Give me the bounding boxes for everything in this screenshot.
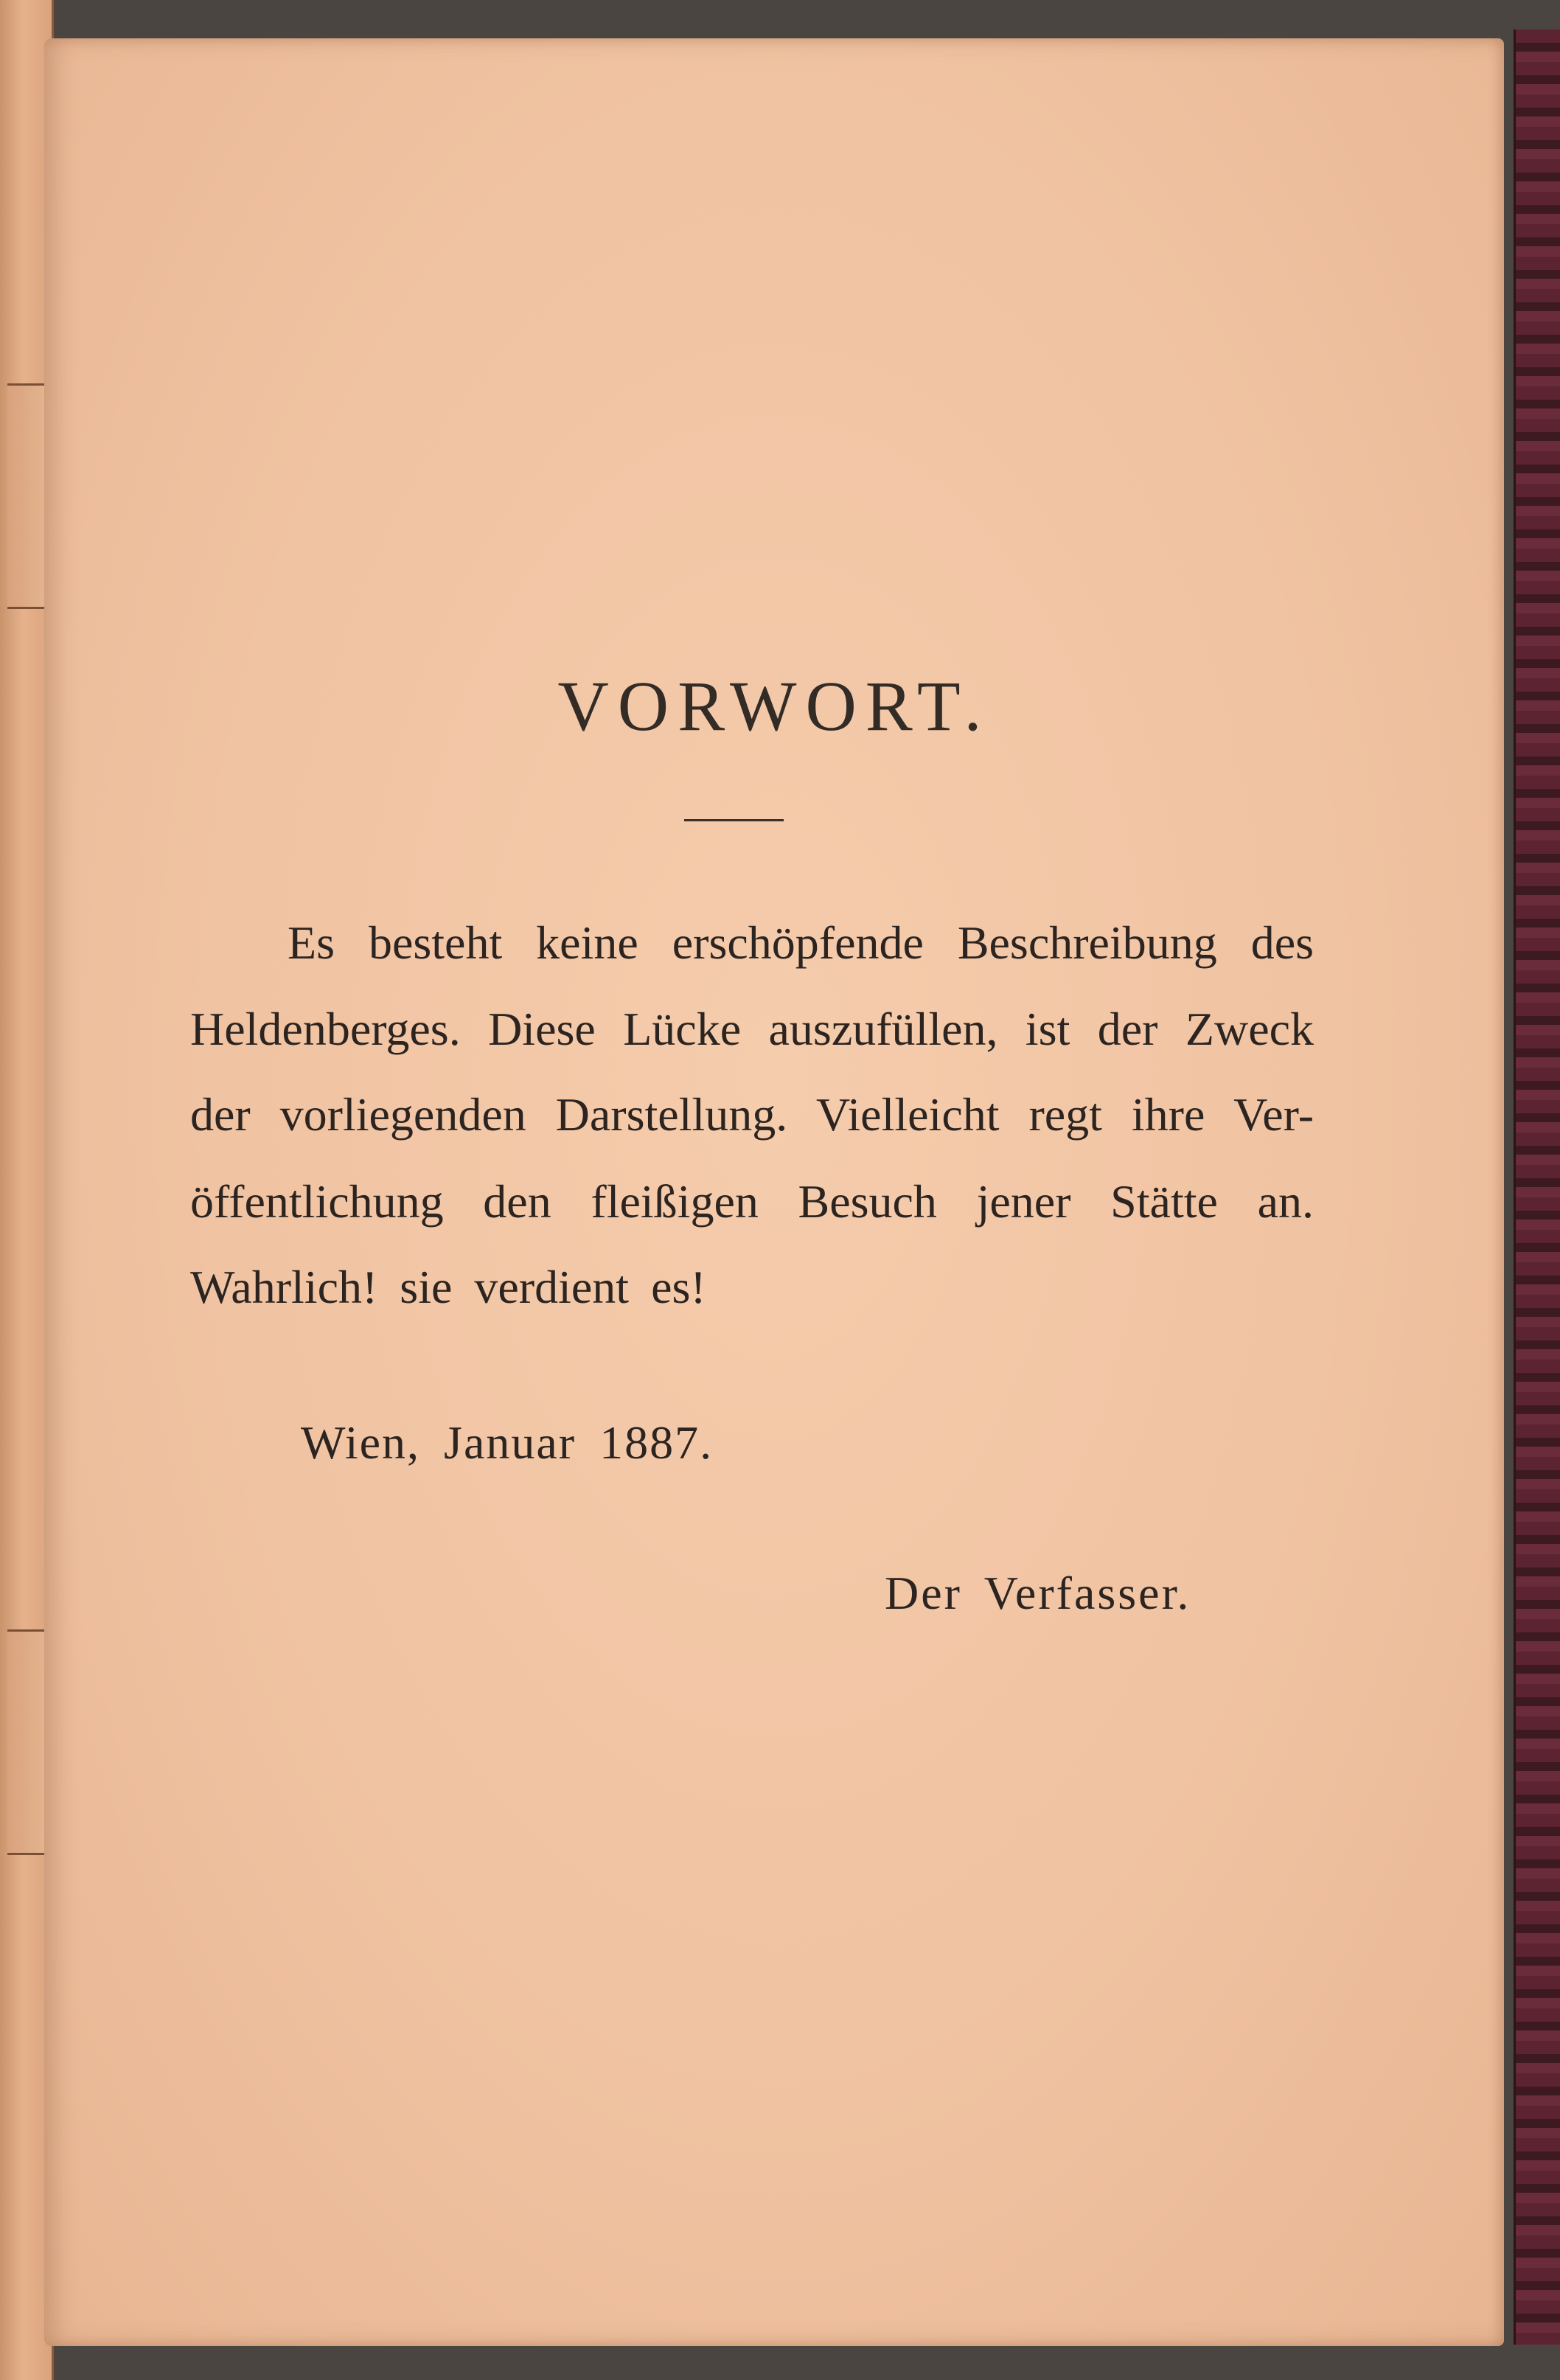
- book-page: [44, 38, 1504, 2346]
- heading-rule: [684, 819, 784, 821]
- book-spine: [1514, 29, 1560, 2345]
- page-heading: VORWORT.: [557, 667, 991, 745]
- body-line-2: Heldenberges. Diese Lücke auszufüllen, ist der Zweck: [190, 1003, 1314, 1055]
- body-line-5: Wahrlich! sie verdient es!: [190, 1261, 706, 1313]
- author-signature: Der Verfasser.: [885, 1567, 1191, 1619]
- body-line-1: Es besteht keine erschöpfende Beschreibung des: [288, 916, 1314, 969]
- place-date: Wien, Januar 1887.: [301, 1416, 714, 1469]
- body-line-3: der vorliegenden Darstellung. Vielleicht regt ihre Ver-: [190, 1088, 1314, 1141]
- body-line-4: öffentlichung den fleißigen Besuch jener Stätte an.: [190, 1175, 1314, 1228]
